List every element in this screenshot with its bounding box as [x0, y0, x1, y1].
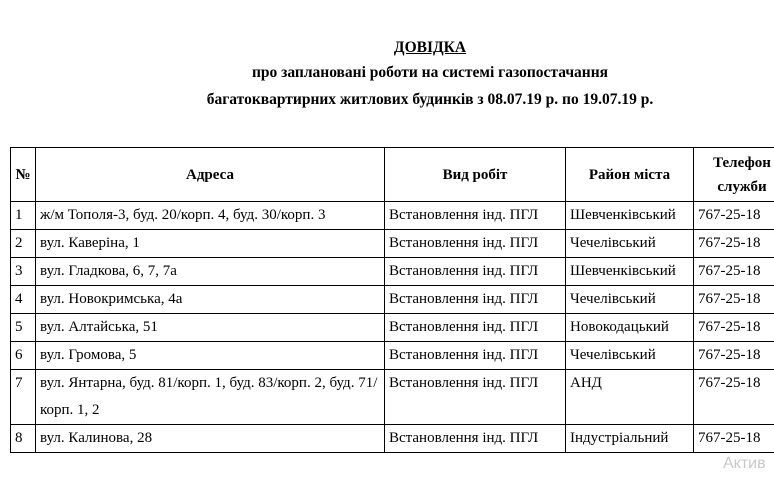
row-work-type: Встановлення інд. ПГЛ	[385, 258, 566, 286]
row-district: Шевченківський	[566, 202, 694, 230]
row-phone: 767-25-18	[694, 202, 774, 230]
row-number: 5	[11, 314, 36, 342]
row-number: 3	[11, 258, 36, 286]
row-number: 1	[11, 202, 36, 230]
header-phone: Телефон служби	[694, 148, 774, 202]
row-phone: 767-25-18	[694, 425, 774, 453]
document-subtitle: про заплановані роботи на системі газопостачання	[251, 64, 609, 81]
header-number: №	[11, 148, 36, 202]
row-district: Новокодацький	[566, 314, 694, 342]
header-district: Район міста	[566, 148, 694, 202]
row-district: Чечелівський	[566, 230, 694, 258]
row-number: 2	[11, 230, 36, 258]
row-address: ж/м Тополя-3, буд. 20/корп. 4, буд. 30/корп. 3	[36, 202, 385, 230]
table-row	[11, 202, 774, 230]
works-table	[10, 147, 774, 453]
row-phone: 767-25-18	[694, 258, 774, 286]
row-phone: 767-25-18	[694, 286, 774, 314]
row-work-type: Встановлення інд. ПГЛ	[385, 370, 566, 425]
row-work-type: Встановлення інд. ПГЛ	[385, 314, 566, 342]
table-row	[11, 286, 774, 314]
row-address: вул. Гладкова, 6, 7, 7а	[36, 258, 385, 286]
row-phone: 767-25-18	[694, 230, 774, 258]
table-header-row	[11, 148, 774, 202]
row-number: 8	[11, 425, 36, 453]
header-address: Адреса	[36, 148, 385, 202]
document-title: ДОВІДКА	[393, 39, 467, 56]
row-number: 4	[11, 286, 36, 314]
row-address: вул. Калинова, 28	[36, 425, 385, 453]
row-phone: 767-25-18	[694, 342, 774, 370]
table-row	[11, 425, 774, 453]
row-work-type: Встановлення інд. ПГЛ	[385, 230, 566, 258]
row-district: Шевченківський	[566, 258, 694, 286]
header-work-type: Вид робіт	[385, 148, 566, 202]
activation-watermark: Актив	[723, 455, 766, 472]
row-number: 6	[11, 342, 36, 370]
row-work-type: Встановлення інд. ПГЛ	[385, 286, 566, 314]
row-address: вул. Громова, 5	[36, 342, 385, 370]
table-row	[11, 230, 774, 258]
row-address: вул. Новокримська, 4а	[36, 286, 385, 314]
row-address: вул. Алтайська, 51	[36, 314, 385, 342]
row-district: Чечелівський	[566, 342, 694, 370]
row-number: 7	[11, 370, 36, 425]
row-district: Індустріальний	[566, 425, 694, 453]
row-address: вул. Каверіна, 1	[36, 230, 385, 258]
table-row	[11, 370, 774, 425]
row-district: Чечелівський	[566, 286, 694, 314]
table-row	[11, 314, 774, 342]
row-district: АНД	[566, 370, 694, 425]
row-address: вул. Янтарна, буд. 81/корп. 1, буд. 83/корп. 2, буд. 71/ корп. 1, 2	[36, 370, 385, 425]
row-phone: 767-25-18	[694, 370, 774, 425]
row-work-type: Встановлення інд. ПГЛ	[385, 202, 566, 230]
table-row	[11, 342, 774, 370]
table-row	[11, 258, 774, 286]
document-period: багатоквартирних житлових будинків з 08.07.19 р. по 19.07.19 р.	[206, 91, 654, 108]
row-work-type: Встановлення інд. ПГЛ	[385, 425, 566, 453]
row-phone: 767-25-18	[694, 314, 774, 342]
row-work-type: Встановлення інд. ПГЛ	[385, 342, 566, 370]
